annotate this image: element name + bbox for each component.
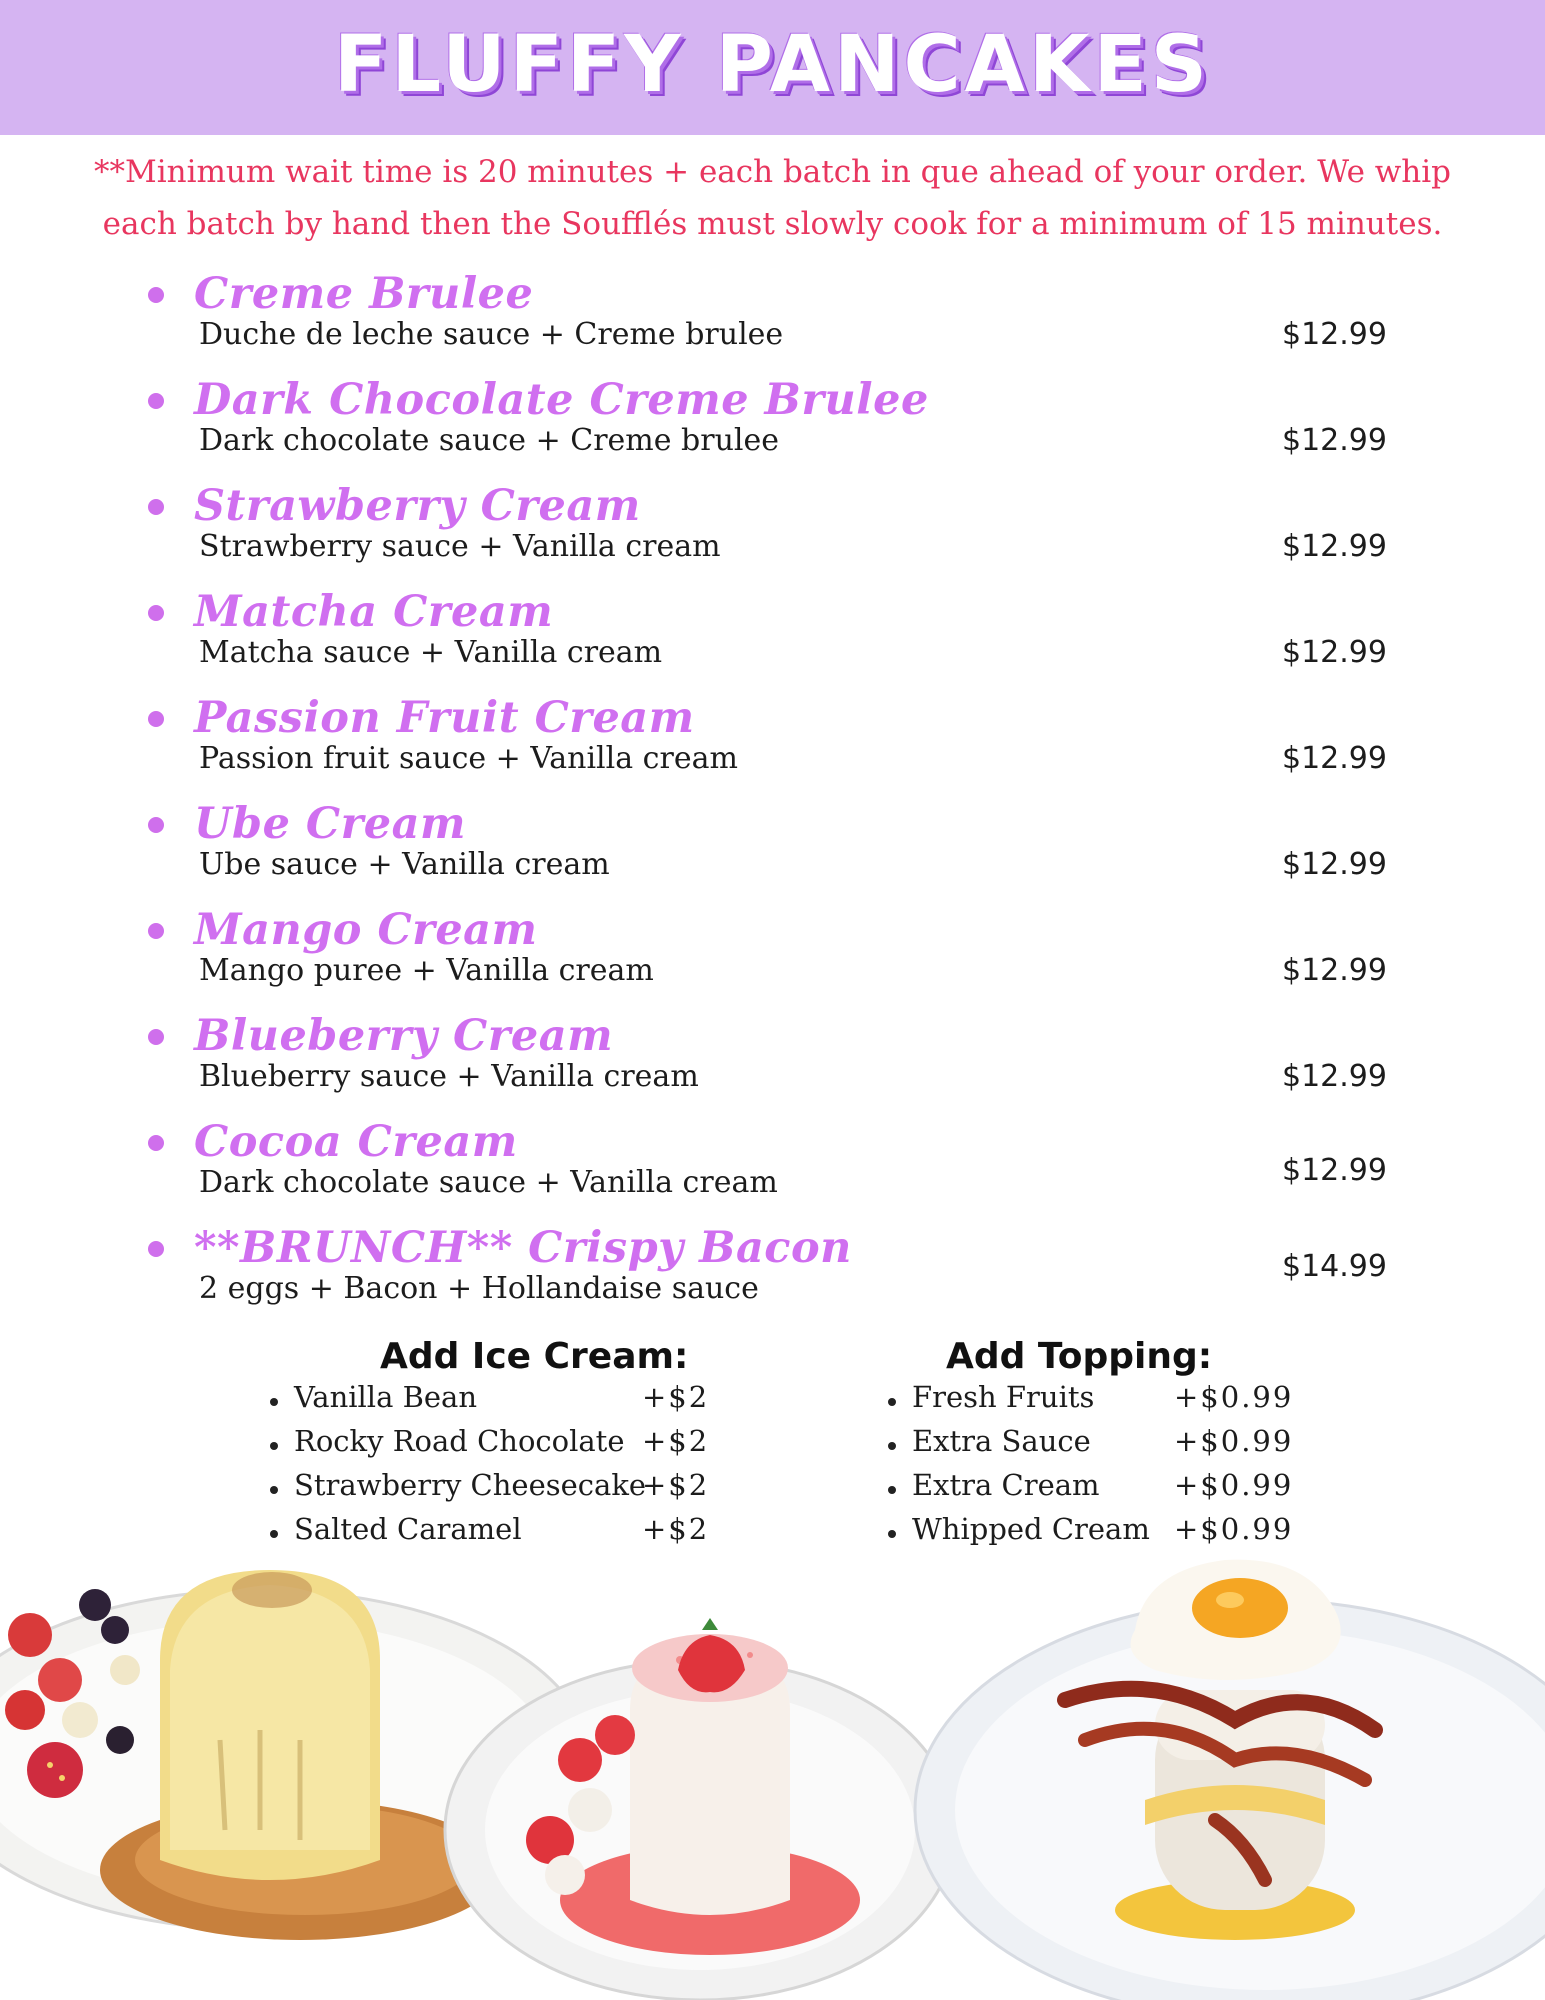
menu-item: [0, 1007, 1545, 1107]
addon-price: +$0.99: [1174, 1468, 1294, 1502]
menu-item: [0, 1113, 1545, 1213]
menu-item: [0, 371, 1545, 471]
menu-item: [0, 583, 1545, 683]
menu-item-description: 2 eggs + Bacon + Hollandaise sauce: [199, 1271, 759, 1306]
menu-item-description: Mango puree + Vanilla cream: [199, 953, 654, 988]
bullet-icon: [148, 499, 164, 515]
bullet-icon: [148, 287, 164, 303]
addon-label: Salted Caramel: [294, 1512, 522, 1546]
topping-heading: Add Topping:: [946, 1336, 1213, 1377]
menu-item-price: $12.99: [1282, 741, 1387, 776]
bullet-icon: [148, 1029, 164, 1045]
menu-item-price: $14.99: [1282, 1249, 1387, 1284]
bullet-icon: [888, 1442, 896, 1450]
addon-label: Fresh Fruits: [912, 1380, 1095, 1414]
wait-time-notice: [20, 146, 1525, 250]
topping-option: [888, 1380, 1308, 1424]
topping-list: [888, 1380, 1308, 1556]
notice-line-2: each batch by hand then the Soufflés must slowly cook for a minimum of 15 minutes.: [102, 206, 1443, 242]
topping-option: [888, 1468, 1308, 1512]
bullet-icon: [270, 1442, 278, 1450]
topping-option: [888, 1424, 1308, 1468]
bullet-icon: [888, 1398, 896, 1406]
addon-price: +$2: [642, 1380, 710, 1414]
menu-item-price: $12.99: [1282, 847, 1387, 882]
menu-item-price: $12.99: [1282, 953, 1387, 988]
bullet-icon: [148, 711, 164, 727]
addon-label: Whipped Cream: [912, 1512, 1150, 1546]
menu-item-description: Duche de leche sauce + Creme brulee: [199, 317, 784, 352]
menu-item-name: • Mango Cream: [194, 905, 538, 955]
menu-item-description: Dark chocolate sauce + Creme brulee: [199, 423, 779, 458]
addon-label: Extra Cream: [912, 1468, 1100, 1502]
menu-item-description: Matcha sauce + Vanilla cream: [199, 635, 663, 670]
menu-item-price: $12.99: [1282, 529, 1387, 564]
addon-price: +$2: [642, 1424, 710, 1458]
menu-item-name: • Matcha Cream: [194, 587, 554, 637]
page-title: FLUFFY PANCAKES: [334, 19, 1211, 110]
menu-item: [0, 795, 1545, 895]
menu-item: [0, 1219, 1545, 1319]
bullet-icon: [270, 1486, 278, 1494]
bullet-icon: [148, 1135, 164, 1151]
menu-item-description: Passion fruit sauce + Vanilla cream: [199, 741, 738, 776]
ice-cream-option: [270, 1468, 720, 1512]
ice-cream-option: [270, 1380, 720, 1424]
menu-item-price: $12.99: [1282, 1153, 1387, 1188]
menu-item-name: • Creme Brulee: [194, 269, 534, 319]
menu-item: [0, 477, 1545, 577]
addon-price: +$0.99: [1174, 1424, 1294, 1458]
bullet-icon: [148, 393, 164, 409]
addon-label: Vanilla Bean: [294, 1380, 478, 1414]
menu-item-description: Blueberry sauce + Vanilla cream: [199, 1059, 699, 1094]
menu-item-description: Strawberry sauce + Vanilla cream: [199, 529, 721, 564]
bullet-icon: [148, 817, 164, 833]
brunch-bacon-pancake-photo: [905, 1540, 1545, 2000]
addon-price: +$2: [642, 1512, 710, 1546]
bullet-icon: [148, 1241, 164, 1257]
addon-label: Rocky Road Chocolate: [294, 1424, 625, 1458]
menu-item-price: $12.99: [1282, 1059, 1387, 1094]
title-banner: [0, 0, 1545, 135]
bullet-icon: [148, 605, 164, 621]
addon-price: +$0.99: [1174, 1512, 1294, 1546]
addon-label: Extra Sauce: [912, 1424, 1091, 1458]
addon-price: +$0.99: [1174, 1380, 1294, 1414]
menu-item: [0, 689, 1545, 789]
addon-price: +$2: [642, 1468, 710, 1502]
menu-item-price: $12.99: [1282, 317, 1387, 352]
menu-item-name: • **BRUNCH** Crispy Bacon: [194, 1223, 852, 1273]
menu-item-price: $12.99: [1282, 423, 1387, 458]
menu-item-description: Dark chocolate sauce + Vanilla cream: [199, 1165, 778, 1200]
bullet-icon: [888, 1530, 896, 1538]
ice-cream-heading: Add Ice Cream:: [380, 1336, 689, 1377]
menu-list: [0, 265, 1545, 1305]
menu-item-name: • Dark Chocolate Creme Brulee: [194, 375, 929, 425]
bullet-icon: [148, 923, 164, 939]
addon-label: Strawberry Cheesecake: [294, 1468, 647, 1502]
bullet-icon: [888, 1486, 896, 1494]
notice-line-1: **Minimum wait time is 20 minutes + each batch in que ahead of your order. We whip: [93, 154, 1452, 190]
menu-item-name: • Passion Fruit Cream: [194, 693, 695, 743]
ice-cream-option: [270, 1424, 720, 1468]
menu-item-name: • Cocoa Cream: [194, 1117, 518, 1167]
menu-item-name: • Ube Cream: [194, 799, 466, 849]
menu-item: [0, 901, 1545, 1001]
strawberry-pancake-photo: [440, 1600, 960, 2000]
menu-item-name: • Blueberry Cream: [194, 1011, 614, 1061]
menu-item-name: • Strawberry Cream: [194, 481, 641, 531]
bullet-icon: [270, 1398, 278, 1406]
menu-item: [0, 265, 1545, 365]
menu-item-description: Ube sauce + Vanilla cream: [199, 847, 610, 882]
menu-item-price: $12.99: [1282, 635, 1387, 670]
